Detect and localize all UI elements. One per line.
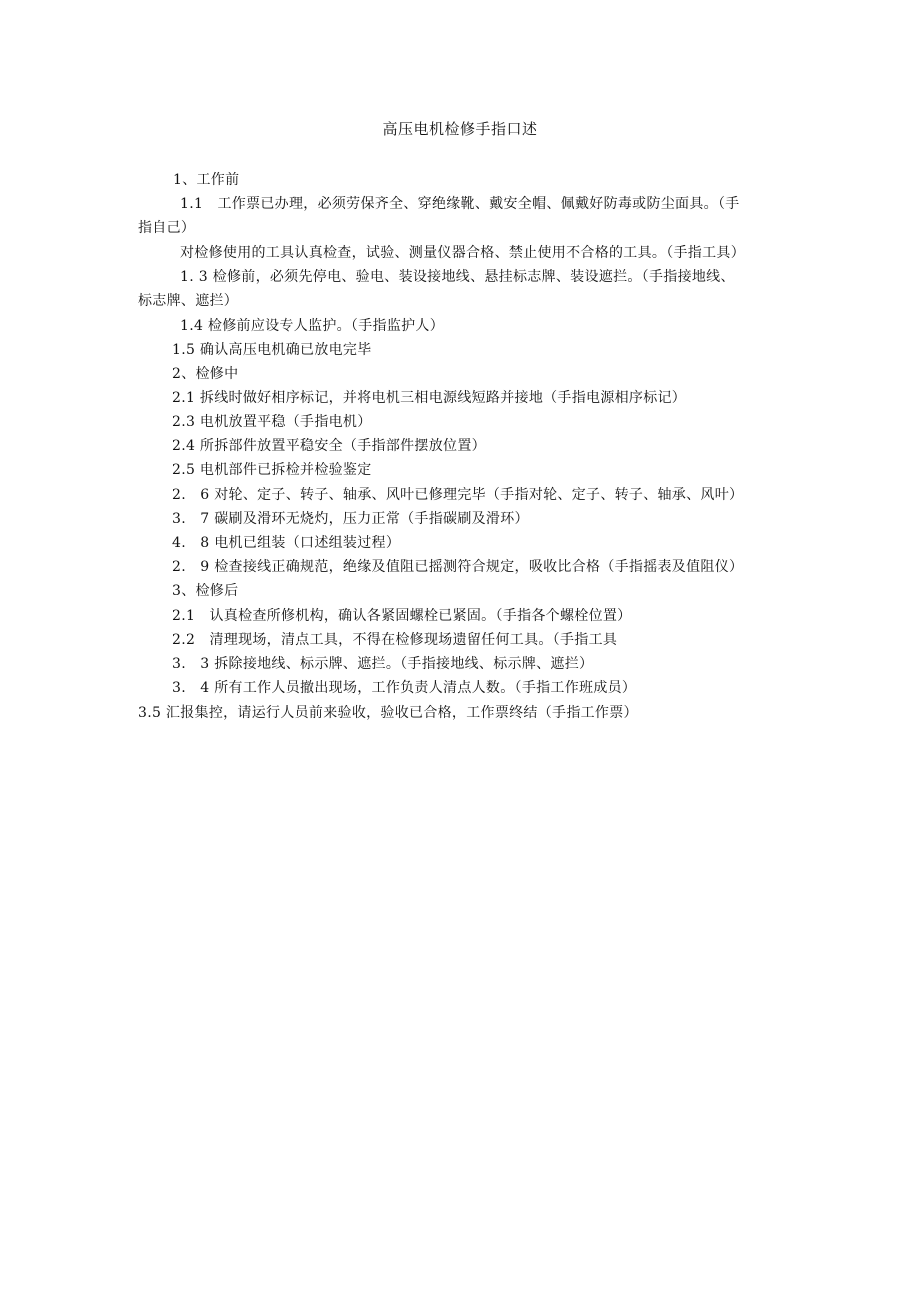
text-line: 4. 8 电机已组装（口述组装过程） [172, 535, 401, 551]
text-line: 标志牌、遮拦） [138, 293, 239, 309]
section-heading: 1、工作前 [173, 172, 240, 188]
text-line: 对检修使用的工具认真检查，试验、测量仪器合格、禁止使用不合格的工具。（手指工具） [180, 245, 745, 261]
text-line: 2.4 所拆部件放置平稳安全（手指部件摆放位置） [172, 438, 486, 454]
text-line: 2.1 认真检查所修机构，确认各紧固螺栓已紧固。（手指各个螺栓位置） [172, 608, 632, 624]
text-line: 1. 3 检修前，必须先停电、验电、装设接地线、悬挂标志牌、装设遮拦。（手指接地线、 [180, 269, 735, 285]
section-heading: 2、检修中 [172, 366, 239, 382]
text-line: 指自己） [138, 220, 196, 236]
text-line: 1.1 工作票已办理，必须劳保齐全、穿绝缘靴、戴安全帽、佩戴好防毒或防尘面具。（手 [180, 196, 740, 212]
text-line: 2.3 电机放置平稳（手指电机） [172, 414, 372, 430]
text-line: 3. 7 碳刷及滑环无烧灼，压力正常（手指碳刷及滑环） [172, 511, 529, 527]
text-line: 3. 4 所有工作人员撤出现场，工作负责人清点人数。（手指工作班成员） [172, 680, 637, 696]
text-line: 1.5 确认高压电机确已放电完毕 [172, 342, 372, 358]
text-line: 2. 6 对轮、定子、转子、轴承、风叶已修理完毕（手指对轮、定子、转子、轴承、风叶） [172, 487, 744, 503]
text-line: 3. 3 拆除接地线、标示牌、遮拦。（手指接地线、标示牌、遮拦） [172, 656, 594, 672]
section-heading: 3、检修后 [172, 583, 239, 599]
document-title: 高压电机检修手指口述 [382, 120, 538, 138]
text-line: 2.1 拆线时做好相序标记，并将电机三相电源线短路并接地（手指电源相序标记） [172, 390, 687, 406]
text-line: 1.4 检修前应设专人监护。（手指监护人） [180, 318, 445, 334]
text-line: 2. 9 检查接线正确规范，绝缘及值阻已摇测符合规定，吸收比合格（手指摇表及值阻仪） [172, 559, 744, 575]
text-line: 3.5 汇报集控，请运行人员前来验收，验收已合格，工作票终结（手指工作票） [138, 705, 638, 721]
text-line: 2.2 清理现场，清点工具，不得在检修现场遗留任何工具。（手指工具 [172, 632, 618, 648]
text-line: 2.5 电机部件已拆检并检验鉴定 [172, 462, 372, 478]
